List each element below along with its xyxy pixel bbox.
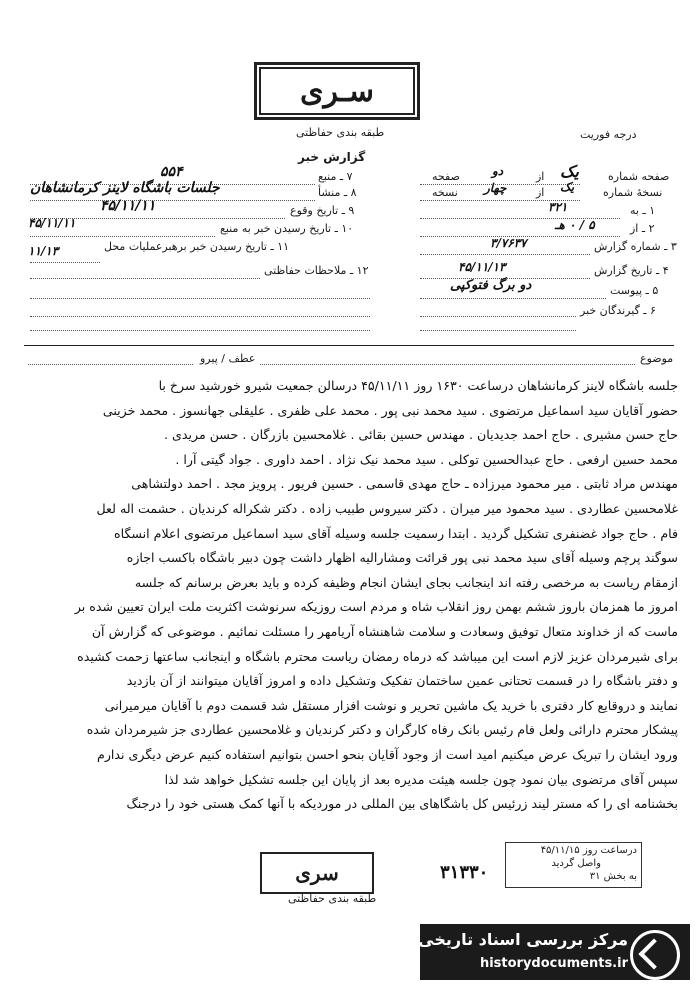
- body-line: ورود ایشان را تبریک عرض میکنیم امید است از وجود آقایان بنحو احسن بتوانیم استفاده کنیم عرض دیگری ندارم: [97, 746, 678, 762]
- field-value: یک: [560, 180, 575, 194]
- body-line: ماست که از خداوند متعال توفیق وسعادت و سلامت شاهنشاه آریامهر را مسئلت نمائیم . موضوعی که گزارش آن: [91, 623, 678, 639]
- field-label: ۱ ـ به: [630, 204, 656, 217]
- footer-watermark: [420, 924, 690, 980]
- handwritten-number: ۳۱۳۳۰: [440, 862, 489, 883]
- body-line: سوگند پرچم وسیله آقای سید محمد نبی پور قرائت ومشارالیه اظهار داشت چون دبیر باشگاه باکسب اجازه: [126, 550, 678, 566]
- body-line: حاج حسن مشیری . حاج احمد جدیدیان . مهندس حسین بقائی . غلامحسین بازرگان . حسن مریدی .: [164, 427, 678, 443]
- body-line: برای شیرمردان عزیز لازم است این میباشد که درماه رمضان ریاست محترم باشگاه و اینجانب ساعتها زحمت کشیده: [77, 648, 678, 664]
- body-line: امروز ما همزمان باروز ششم بهمن روز انقلاب شاه و مردم است روزیکه سرنوشت اکثریت ملت ایران تعیین شده بر: [74, 599, 678, 615]
- report-body: [28, 374, 678, 817]
- field-label: ۵ ـ پیوست: [610, 284, 659, 297]
- field-label: ۱۱ ـ تاریخ رسیدن خبر برهبرعملیات محل: [104, 240, 290, 253]
- doc-type: گزارش خبر: [298, 150, 366, 164]
- received-line-1: درساعت روز ۴۵/۱۱/۱۵: [540, 845, 637, 856]
- classification-stamp: سـری: [254, 62, 420, 120]
- field-value: جلسات باشگاه لاینز کرمانشاهان: [30, 180, 220, 196]
- body-line: مهندس مراد ثابتی . میر محمود میرزاده ـ حاج مهدی قاسمی . حسین فریور . پرویز مجد . احمد دولتشاهی: [131, 476, 678, 492]
- field-value: ۱۱/۱۳: [28, 244, 59, 258]
- field-of-label: از: [536, 170, 545, 183]
- field-value: ۴۵/۱۱/۱۱: [28, 216, 76, 230]
- field-label: ۱۲ ـ ملاحظات حفاظتی: [264, 264, 369, 277]
- body-line: جلسه باشگاه لاینز کرمانشاهان درساعت ۱۶۳۰ روز ۴۵/۱۱/۱۱ درسالن جمعیت شیرو خورشید سرخ با: [158, 378, 678, 393]
- field-value: ۴۵/۱۱/۱۳: [458, 260, 506, 274]
- field-label: ۳ ـ شماره گزارش: [594, 240, 677, 253]
- footer-title: مرکز بررسی اسناد تاریخی: [418, 930, 628, 949]
- field-label: ۹ ـ تاریخ وقوع: [290, 204, 355, 217]
- priority-label: درجه فوریت: [580, 128, 637, 141]
- field-label: صفحه شماره: [608, 170, 670, 183]
- body-line: پیشکار محترم دارائی ولعل فام رئیس بانک رفاه کارگران و دکتر کرندیان و غلامحسین عطاردی جز شیرمردان شده: [86, 722, 678, 738]
- field-label: ۷ ـ منبع: [318, 170, 353, 183]
- field-label: ۲ ـ از: [630, 222, 655, 235]
- body-line: حضور آقایان سید اسماعیل مرتضوی . سید محمد نبی پور . محمد علی ظفری . علیقلی جهانسوز . محمد خزینی: [102, 402, 678, 418]
- body-line: سپس آقای مرتضوی بیان نمود چون جلسه هیئت مدیره بعد از پایان این جلسه تشکیل خواهد شد لذا: [164, 771, 678, 787]
- field-label: ۶ ـ گیرندگان خبر: [580, 304, 656, 317]
- body-line: فام . حاج جواد غضنفری تشکیل گردید . ابتدا رسمیت جلسه وسیله آقای سید اسماعیل مرتضوی اعلام انسگاه: [114, 525, 678, 541]
- field-of-value: چهار: [484, 181, 507, 195]
- received-line-2: واصل گردید: [551, 858, 601, 869]
- body-line: محمد حسین ارفعی . حاج عبدالحسین توکلی . سید محمد نیک نژاد . احمد داوری . جواد گیتی آرا .: [175, 451, 678, 467]
- field-label: ۴ ـ تاریخ گزارش: [594, 264, 669, 277]
- body-line: بخشنامه ای را که مستر لیند زرئیس کل باشگاهای بین المللی در موردیکه با آنها کمک هستی خود را درجنگ: [126, 796, 678, 812]
- field-value: یک: [560, 162, 579, 181]
- body-line: و دفتر باشگاه را در قسمت تحتانی عمین ساختمان تفکیک وتشکیل داده و امروز آقایان میتوانند از آن بازدید: [126, 673, 678, 689]
- subject-label: موضوع: [640, 352, 674, 365]
- bottom-classification-caption: طبقه بندی حفاظتی: [288, 892, 377, 905]
- field-unit: نسخه: [432, 186, 458, 199]
- field-value: ۴۵/۱۱/۱۱: [100, 198, 156, 214]
- field-value: دو برگ فتوکپی: [450, 278, 532, 293]
- section-divider: [24, 345, 674, 346]
- field-of-label: از: [536, 186, 545, 199]
- field-unit: صفحه: [432, 170, 460, 183]
- field-value: ۳۲۱: [548, 200, 568, 214]
- body-line: غلامحسین عطاردی . سید محمود میر میران . دکتر سیروس طبیب زاده . دکتر شکراله کرندیان . حشمت اله لعل: [96, 500, 678, 516]
- received-stamp: [505, 842, 642, 888]
- ref-label: عطف / پیرو: [200, 352, 256, 365]
- field-label: نسخهٔ شماره: [603, 186, 663, 199]
- field-value: ۳/۷۶۳۷: [490, 236, 527, 250]
- body-line: نمایند و دروقایع کار دفتری با خرید یک ماشین تحریر و نوشت افزار مستقل شد قسمت دوم با آقایان میرمیرانی: [104, 697, 678, 713]
- received-line-3: به بخش ۳۱: [589, 871, 637, 882]
- field-label: ۱۰ ـ تاریخ رسیدن خبر به منبع: [220, 222, 354, 235]
- bottom-classification-stamp: سری: [260, 852, 374, 894]
- field-label: ۸ ـ منشأ: [318, 186, 357, 199]
- field-value: ۵ / ۰ هـ: [555, 218, 595, 232]
- classification-caption: طبقه بندی حفاظتی: [296, 126, 385, 139]
- footer-url: historydocuments.ir: [479, 956, 628, 971]
- field-value: ۵۵۴: [160, 164, 183, 180]
- body-line: ازمقام ریاست به مرخصی رفته اند اینجانب بجای ایشان انجام وظیفه کرده و باید بعرض برسانم که جلسه: [134, 574, 678, 590]
- archive-logo-icon: [630, 930, 680, 980]
- field-of-value: دو: [492, 164, 504, 178]
